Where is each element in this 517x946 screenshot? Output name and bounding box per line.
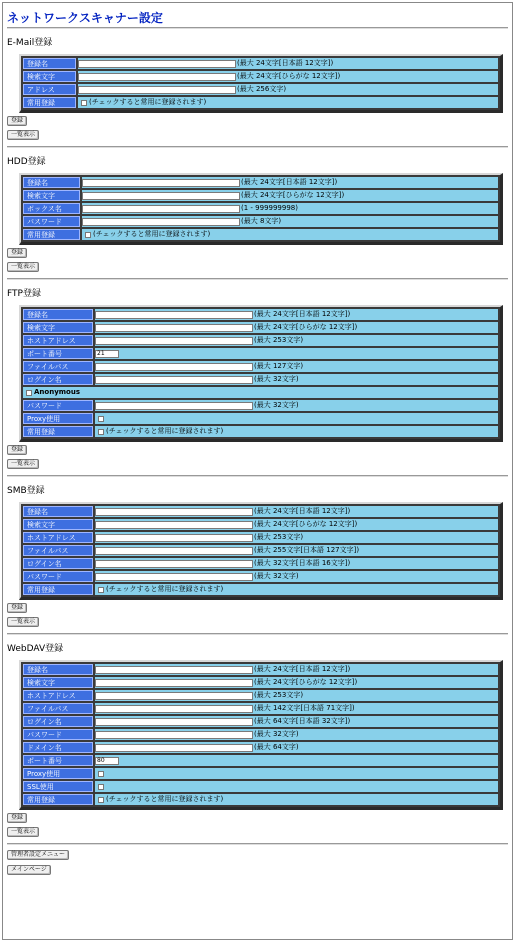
hdd-section-title: HDD登録 — [7, 157, 46, 167]
domain-name-input[interactable] — [95, 744, 253, 752]
file-path-input[interactable] — [95, 363, 253, 371]
row-label: ログイン名 — [23, 558, 93, 569]
row-label: Proxy使用 — [23, 768, 93, 779]
webdav-section-title: WebDAV登録 — [7, 644, 64, 654]
row-hint: (最大 24文字[日本語 12文字]) — [254, 507, 351, 515]
row-label: 常用登録 — [23, 97, 76, 108]
row-hint: (最大 32文字) — [254, 375, 299, 383]
row-hint: (1 - 999999998) — [241, 204, 298, 212]
row-hint: (最大 255文字[日本語 127文字]) — [254, 546, 360, 554]
row-label: 常用登録 — [23, 794, 93, 805]
favorite-checkbox[interactable] — [98, 587, 104, 593]
password-input[interactable] — [95, 731, 253, 739]
search-input[interactable] — [95, 521, 253, 529]
favorite-checkbox[interactable] — [98, 797, 104, 803]
row-label: 常用登録 — [23, 426, 93, 437]
webdav-form — [19, 660, 503, 810]
ssl-checkbox[interactable] — [98, 784, 104, 790]
anonymous-row — [23, 387, 498, 398]
file-path-input[interactable] — [95, 705, 253, 713]
row-hint: (最大 24文字[ひらがな 12文字]) — [254, 323, 358, 331]
row-hint: (最大 24文字[日本語 12文字]) — [254, 310, 351, 318]
webdav-list-button[interactable]: 一覧表示 — [7, 827, 39, 837]
row-label: 登録名 — [23, 58, 76, 69]
hdd-register-button[interactable]: 登録 — [7, 248, 27, 258]
row-label: ホストアドレス — [23, 690, 93, 701]
row-label: アドレス — [23, 84, 76, 95]
checkbox-hint: (チェックすると常用に登録されます) — [106, 585, 224, 593]
row-label: 検索文字 — [23, 322, 93, 333]
anonymous-checkbox[interactable] — [26, 390, 32, 396]
row-hint: (最大 24文字[ひらがな 12文字]) — [241, 191, 345, 199]
favorite-checkbox[interactable] — [85, 232, 91, 238]
ftp-section-title: FTP登録 — [7, 289, 41, 299]
row-hint: (最大 64文字[日本語 32文字]) — [254, 717, 351, 725]
hdd-form — [19, 173, 503, 245]
proxy-checkbox[interactable] — [98, 771, 104, 777]
password-input[interactable] — [82, 218, 240, 226]
port-input[interactable]: 80 — [95, 757, 119, 765]
name-input[interactable] — [82, 179, 240, 187]
checkbox-hint: (チェックすると常用に登録されます) — [106, 795, 224, 803]
smb-list-button[interactable]: 一覧表示 — [7, 617, 39, 627]
name-input[interactable] — [78, 60, 236, 68]
row-hint: (最大 253文字) — [254, 533, 304, 541]
email-row-search — [23, 71, 498, 82]
row-hint: (最大 24文字[日本語 12文字]) — [241, 178, 338, 186]
checkbox-hint: (チェックすると常用に登録されます) — [106, 427, 224, 435]
favorite-checkbox[interactable] — [81, 100, 87, 106]
email-row-name — [23, 58, 498, 69]
page-title: ネットワークスキャナー設定 — [7, 11, 163, 25]
search-input[interactable] — [78, 73, 236, 81]
smb-form — [19, 502, 503, 600]
row-hint: (最大 32文字[日本語 16文字]) — [254, 559, 351, 567]
checkbox-hint: (チェックすると常用に登録されます) — [93, 230, 211, 238]
host-address-input[interactable] — [95, 337, 253, 345]
row-label: ポート番号 — [23, 348, 93, 359]
host-address-input[interactable] — [95, 534, 253, 542]
anonymous-label: Anonymous — [34, 388, 81, 396]
row-label: 常用登録 — [23, 229, 80, 240]
main-page-button[interactable]: メインページ — [7, 865, 51, 875]
box-name-input[interactable] — [82, 205, 240, 213]
row-label: ログイン名 — [23, 374, 93, 385]
row-hint: (最大 24文字[ひらがな 12文字]) — [254, 678, 358, 686]
ftp-form — [19, 305, 503, 442]
login-name-input[interactable] — [95, 376, 253, 384]
smb-section-title: SMB登録 — [7, 486, 45, 496]
row-label: Proxy使用 — [23, 413, 93, 424]
login-name-input[interactable] — [95, 560, 253, 568]
row-label: 登録名 — [23, 664, 93, 675]
ftp-list-button[interactable]: 一覧表示 — [7, 459, 39, 469]
name-input[interactable] — [95, 311, 253, 319]
port-input[interactable]: 21 — [95, 350, 119, 358]
webdav-register-button[interactable]: 登録 — [7, 813, 27, 823]
row-hint: (最大 127文字) — [254, 362, 304, 370]
row-label: パスワード — [23, 216, 80, 227]
address-input[interactable] — [78, 86, 236, 94]
search-input[interactable] — [95, 679, 253, 687]
name-input[interactable] — [95, 508, 253, 516]
row-label: ファイルパス — [23, 703, 93, 714]
name-input[interactable] — [95, 666, 253, 674]
email-list-button[interactable]: 一覧表示 — [7, 130, 39, 140]
row-label: パスワード — [23, 571, 93, 582]
favorite-checkbox[interactable] — [98, 429, 104, 435]
row-label: ファイルパス — [23, 361, 93, 372]
row-hint: (最大 64文字) — [254, 743, 299, 751]
email-register-button[interactable]: 登録 — [7, 116, 27, 126]
host-address-input[interactable] — [95, 692, 253, 700]
file-path-input[interactable] — [95, 547, 253, 555]
row-label: ドメイン名 — [23, 742, 93, 753]
search-input[interactable] — [95, 324, 253, 332]
row-label: ボックス名 — [23, 203, 80, 214]
row-label: 検索文字 — [23, 190, 80, 201]
row-hint: (最大 24文字[ひらがな 12文字]) — [254, 520, 358, 528]
password-input[interactable] — [95, 573, 253, 581]
password-input[interactable] — [95, 402, 253, 410]
smb-register-button[interactable]: 登録 — [7, 603, 27, 613]
row-label: 登録名 — [23, 506, 93, 517]
row-hint: (最大 32文字) — [254, 401, 299, 409]
checkbox-hint: (チェックすると常用に登録されます) — [89, 98, 207, 106]
login-name-input[interactable] — [95, 718, 253, 726]
row-label: ログイン名 — [23, 716, 93, 727]
email-form — [19, 54, 503, 113]
row-hint: (最大 256文字) — [237, 85, 287, 93]
row-hint: (最大 24文字[日本語 12文字]) — [254, 665, 351, 673]
row-label: 登録名 — [23, 177, 80, 188]
row-label: 常用登録 — [23, 584, 93, 595]
email-row-favorite — [23, 97, 498, 108]
row-label: ファイルパス — [23, 545, 93, 556]
row-label: ホストアドレス — [23, 335, 93, 346]
search-input[interactable] — [82, 192, 240, 200]
row-label: 登録名 — [23, 309, 93, 320]
row-label: パスワード — [23, 400, 93, 411]
hdd-list-button[interactable]: 一覧表示 — [7, 262, 39, 272]
row-label: 検索文字 — [23, 71, 76, 82]
row-label: パスワード — [23, 729, 93, 740]
row-label: 検索文字 — [23, 519, 93, 530]
row-hint: (最大 8文字) — [241, 217, 282, 225]
admin-menu-button[interactable]: 管理者設定メニュー — [7, 850, 69, 860]
row-hint: (最大 32文字) — [254, 572, 299, 580]
row-hint: (最大 253文字) — [254, 336, 304, 344]
row-label: 検索文字 — [23, 677, 93, 688]
proxy-checkbox[interactable] — [98, 416, 104, 422]
email-section-title: E-Mail登録 — [7, 38, 53, 48]
row-label: ポート番号 — [23, 755, 93, 766]
row-hint: (最大 24文字[ひらがな 12文字]) — [237, 72, 341, 80]
row-label: ホストアドレス — [23, 532, 93, 543]
email-row-address — [23, 84, 498, 95]
row-hint: (最大 142文字[日本語 71文字]) — [254, 704, 355, 712]
row-label: SSL使用 — [23, 781, 93, 792]
row-hint: (最大 32文字) — [254, 730, 299, 738]
row-hint: (最大 24文字[日本語 12文字]) — [237, 59, 334, 67]
page — [2, 2, 513, 940]
row-hint: (最大 253文字) — [254, 691, 304, 699]
ftp-register-button[interactable]: 登録 — [7, 445, 27, 455]
